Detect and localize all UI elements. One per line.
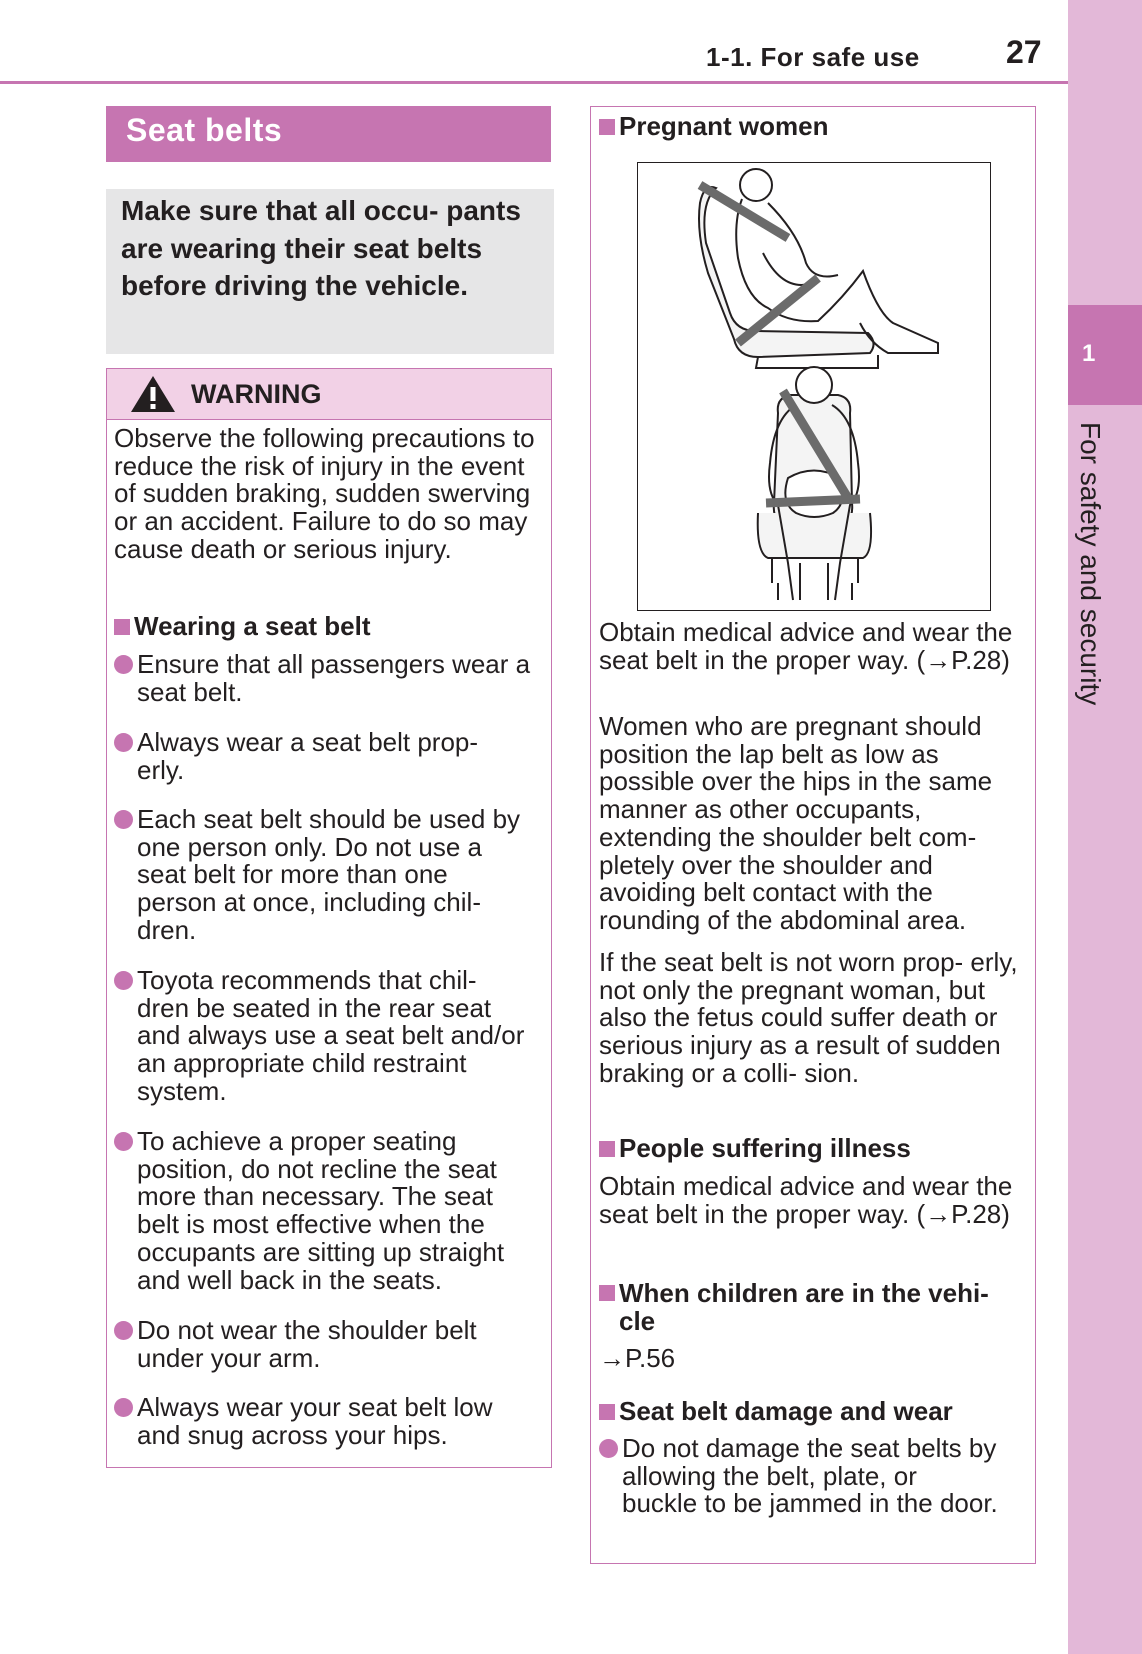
bullet-dot-icon [114, 1321, 133, 1340]
header-divider [0, 81, 1068, 84]
bullet-dot-icon [114, 733, 133, 752]
warning-intro: Observe the following precautions to reduce the risk of injury in the event of sudden braking, sudden swerving or an accident. Failure to do so may cause death or serious injury. [114, 423, 535, 564]
square-bullet-icon [599, 1404, 615, 1420]
side-tab-number: 1 [1082, 340, 1096, 367]
bullet-dot-icon [599, 1439, 618, 1458]
list-item: Always wear a seat belt prop- erly. [114, 729, 514, 784]
section-label: 1-1. For safe use [706, 42, 920, 72]
list-item: Always wear your seat belt low and snug across your hips. [114, 1394, 534, 1449]
children-page-reference[interactable]: →P.56 [599, 1343, 676, 1373]
side-tab-strip [1068, 0, 1142, 1654]
bullet-dot-icon [114, 810, 133, 829]
bullet-dot-icon [114, 1132, 133, 1151]
warning-title: WARNING [191, 379, 322, 409]
intro-box [106, 189, 554, 354]
subhead-children-in-vehicle: When children are in the vehi- cle [599, 1279, 1029, 1335]
list-item: Toyota recommends that chil- dren be seated in the rear seat and always use a seat belt and/or an appropriate child restraint system. [114, 967, 534, 1106]
warning-triangle-icon [129, 374, 177, 414]
pregnant-paragraph-3: If the seat belt is not worn prop- erly, not only the pregnant woman, but also the fetus could suffer death or serious injury as a result of sudden braking or a colli- sion. [599, 947, 1018, 1088]
title-bar [106, 106, 551, 162]
warning-box [106, 368, 552, 1468]
bullet-dot-icon [114, 971, 133, 990]
page-number: 27 [1006, 34, 1042, 70]
subhead-pregnant-women: Pregnant women [599, 112, 828, 140]
list-item: Ensure that all passengers wear a seat belt. [114, 651, 534, 706]
square-bullet-icon [599, 1285, 615, 1301]
side-tab-chapter[interactable] [1068, 305, 1142, 405]
list-item: To achieve a proper seating position, do not recline the seat more than necessary. The seat belt is most effective when the occupants are sitting up straight and well back in the seats. [114, 1128, 534, 1294]
square-bullet-icon [599, 119, 615, 135]
list-item: Each seat belt should be used by one person only. Do not use a seat belt for more than one person at once, including chil- dren. [114, 806, 534, 945]
right-panel [590, 106, 1036, 1564]
subhead-wearing-seat-belt: Wearing a seat belt [114, 612, 371, 640]
page-title: Seat belts [126, 112, 283, 148]
square-bullet-icon [114, 619, 130, 635]
list-item: Do not damage the seat belts by allowing the belt, plate, or buckle to be jammed in the door. [599, 1435, 999, 1518]
bullet-dot-icon [114, 1398, 133, 1417]
subhead-people-suffering-illness: People suffering illness [599, 1134, 911, 1162]
illustration-svg [638, 163, 990, 610]
pregnant-seatbelt-illustration [637, 162, 991, 611]
intro-text: Make sure that all occu- pants are wearing their seat belts before driving the vehicle. [121, 195, 521, 301]
warning-header [107, 369, 551, 420]
illness-paragraph: Obtain medical advice and wear the seat belt in the proper way. (→P.28) [599, 1171, 1013, 1229]
pregnant-paragraph-1: Obtain medical advice and wear the seat belt in the proper way. (→P.28) [599, 617, 1013, 675]
bullet-dot-icon [114, 655, 133, 674]
square-bullet-icon [599, 1141, 615, 1157]
side-tab-label: For safety and security [1075, 422, 1106, 706]
list-item: Do not wear the shoulder belt under your arm. [114, 1317, 534, 1372]
pregnant-paragraph-2: Women who are pregnant should position the lap belt as low as possible over the hips in the same manner as other occupants, extending the shoulder belt com- pletely over the shoulder and avoiding belt contact with the rounding of the abdominal area. [599, 711, 993, 935]
subhead-seat-belt-damage: Seat belt damage and wear [599, 1397, 953, 1425]
